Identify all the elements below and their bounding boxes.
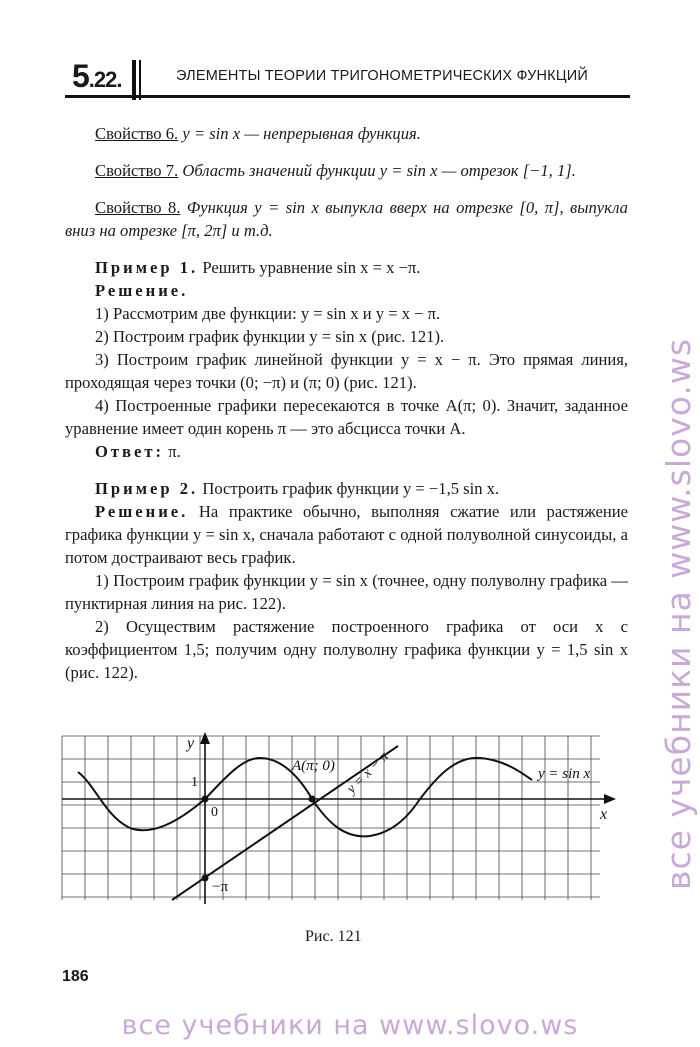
axis-y-label: y — [187, 735, 195, 752]
point-origin — [202, 796, 209, 803]
property-8-text: Функция y = sin x выпукла вверх на отрезке [0, π], выпукла вниз на отрезке [π, 2π] и т.д. — [65, 198, 628, 240]
property-7-label: Свойство 7. — [95, 161, 179, 180]
property-7 — [65, 159, 628, 182]
tick-one-label: 1 — [191, 775, 198, 790]
line-label: y = x − π — [344, 749, 392, 797]
figure-caption: Рис. 121 — [305, 928, 362, 945]
running-header: ЭЛЕМЕНТЫ ТЕОРИИ ТРИГОНОМЕТРИЧЕСКИХ ФУНКЦИЙ — [176, 68, 588, 84]
example-1-label: Пример 1. — [95, 258, 199, 277]
example-1-answer-label: Ответ: — [95, 442, 165, 461]
page-number: 186 — [62, 968, 89, 985]
example-1-step: 2) Построим график функции y = sin x (рис. 121). — [95, 327, 445, 346]
watermark-bottom: все учебники на www.slovo.ws — [121, 1010, 579, 1041]
example-1-task: Решить уравнение sin x = x −π. — [198, 258, 421, 277]
minus-pi-label: −π — [212, 879, 229, 895]
property-7-text: Область значений функции y = sin x — отрезок [−1, 1]. — [178, 161, 576, 180]
header-rule — [65, 95, 630, 98]
watermark-side-text: все учебники на www.slovo.ws — [659, 337, 698, 890]
header-bar-thin — [139, 60, 141, 100]
example-1-answer — [65, 440, 628, 463]
example-2-heading — [65, 477, 628, 500]
curve-label: y = sin x — [538, 766, 591, 782]
example-1-heading — [65, 256, 628, 279]
watermark-side — [648, 150, 700, 890]
axis-x-label: x — [600, 806, 608, 823]
example-2-task: Построить график функции y = −1,5 sin x. — [198, 479, 500, 498]
property-6 — [65, 122, 628, 145]
property-8-label: Свойство 8. — [95, 198, 181, 217]
example-1-solution-label: Решение. — [95, 281, 189, 300]
example-2-intro — [65, 500, 628, 569]
example-1-step: 3) Построим график линейной функции y = x − π. Это прямая линия, проходящая через точки (0; −π) и (π; 0) (рис. 121). — [65, 350, 628, 392]
property-6-text: y = sin x — непрерывная функция. — [178, 124, 421, 143]
figure-121 — [60, 728, 620, 908]
property-6-label: Свойство 6. — [95, 124, 179, 143]
body-text — [65, 122, 628, 684]
section-number-sub: .22. — [88, 67, 122, 92]
example-1-step: 4) Построенные графики пересекаются в точке A(π; 0). Значит, заданное уравнение имеет один корень π — это абсцисса точки A. — [65, 396, 628, 438]
property-8 — [65, 196, 628, 242]
example-2-step: 1) Построим график функции y = sin x (точнее, одну полуволну графика — пунктирная линия на рис. 122). — [65, 571, 628, 613]
x-axis — [62, 794, 616, 804]
point-a — [309, 796, 316, 803]
example-1-answer-value: π. — [164, 442, 181, 461]
example-2-label: Пример 2. — [95, 479, 199, 498]
example-2-solution-label: Решение. — [95, 502, 189, 521]
origin-label: 0 — [211, 805, 218, 820]
header-bar — [132, 60, 136, 100]
example-2-intro-text: На практике обычно, выполняя сжатие или растяжение графика функции y = sin x, сначала работают с одной полуволной синусоиды, а потом достраивают весь график. — [65, 502, 628, 567]
point-a-label: A(π; 0) — [292, 758, 335, 774]
section-number: 5.22. — [72, 58, 122, 94]
example-2-step: 2) Осуществим растяжение построенного графика от оси x с коэффициентом 1,5; получим одну полуволну графика функции y = 1,5 sin x (рис. 122). — [65, 617, 628, 682]
point-minus-pi — [202, 875, 209, 882]
example-1-step: 1) Рассмотрим две функции: y = sin x и y = x − π. — [95, 304, 441, 323]
